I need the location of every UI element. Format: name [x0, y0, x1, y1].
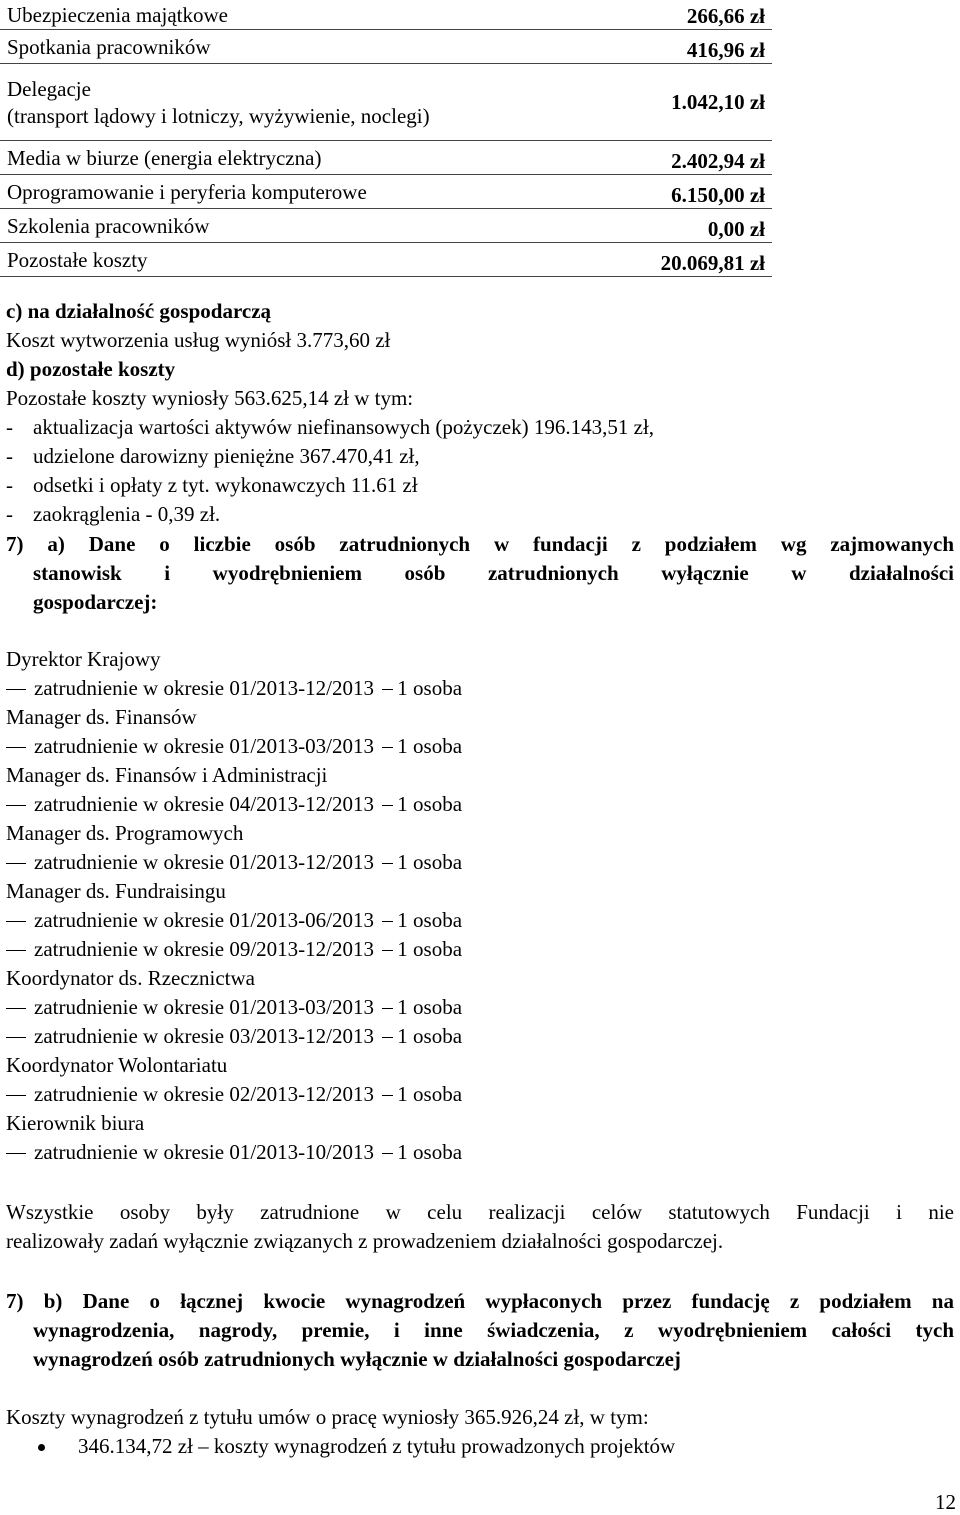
- dash-marker: -: [6, 444, 13, 468]
- employment-period: [6, 1080, 906, 1109]
- list-item: [6, 442, 946, 471]
- period-range: 01/2013-12/2013: [229, 850, 375, 874]
- period-range: 01/2013-03/2013: [229, 995, 375, 1019]
- salary-section: [6, 1403, 954, 1432]
- list-item-text: zaokrąglenia - 0,39 zł.: [33, 502, 221, 526]
- list-item-text: udzielone darowizny pieniężne 367.470,41 zł,: [33, 444, 420, 468]
- table-row: [0, 0, 772, 30]
- period-count: 1 osoba: [397, 1024, 463, 1048]
- period-range: 03/2013-12/2013: [229, 1024, 375, 1048]
- period-count: 1 osoba: [397, 937, 463, 961]
- cost-label-line: (transport lądowy i lotniczy, wyżywienie, noclegi): [7, 104, 430, 128]
- section-7b-line: wynagrodzeń osób zatrudnionych wyłącznie w działalności gospodarczej: [33, 1347, 681, 1371]
- bullet-text: 346.134,72 zł – koszty wynagrodzeń z tytułu prowadzonych projektów: [78, 1434, 676, 1458]
- period-range: 01/2013-03/2013: [229, 734, 375, 758]
- cost-value: 266,66 zł: [568, 0, 772, 30]
- employment-period: [6, 848, 906, 877]
- staff-line: realizowały zadań wyłącznie związanych z prowadzeniem działalności gospodarczej.: [6, 1229, 724, 1253]
- section-7a-line: gospodarczej:: [33, 590, 158, 614]
- period-prefix: zatrudnienie w okresie: [34, 937, 225, 961]
- employment-period: [6, 674, 906, 703]
- period-range: 01/2013-12/2013: [229, 676, 375, 700]
- section-7b-line: wynagrodzenia, nagrody, premie, i inne świadczenia, z wyodrębnieniem całości tych: [33, 1318, 954, 1342]
- list-item-text: aktualizacja wartości aktywów niefinansowych (pożyczek) 196.143,51 zł,: [33, 415, 655, 439]
- period-prefix: zatrudnienie w okresie: [34, 676, 225, 700]
- period-prefix: zatrudnienie w okresie: [34, 850, 225, 874]
- employment-role: Manager ds. Finansów: [6, 705, 197, 729]
- list-item: [6, 413, 946, 442]
- period-count: 1 osoba: [397, 792, 463, 816]
- staff-line: Wszystkie osoby były zatrudnione w celu realizacji celów statutowych Fundacji i nie: [6, 1200, 954, 1224]
- section-c-heading: c) na działalność gospodarczą: [6, 299, 272, 323]
- employment-role: Koordynator ds. Rzecznictwa: [6, 966, 255, 990]
- cost-label: Oprogramowanie i peryferia komputerowe: [0, 175, 568, 209]
- cost-label: Media w biurze (energia elektryczna): [0, 141, 568, 175]
- section-7a-line: 7) a) Dane o liczbie osób zatrudnionych w fundacji z podziałem wg zajmowanych: [6, 532, 954, 556]
- employment-role: Koordynator Wolontariatu: [6, 1053, 228, 1077]
- cost-label: Szkolenia pracowników: [0, 209, 568, 243]
- employment-period: [6, 906, 906, 935]
- employment-role: Manager ds. Programowych: [6, 821, 244, 845]
- employment-list: [6, 645, 906, 1167]
- table-row: [0, 64, 772, 141]
- dash-marker: -: [6, 502, 13, 526]
- period-range: 01/2013-10/2013: [229, 1140, 375, 1164]
- table-row: [0, 30, 772, 64]
- section-c-d: [6, 297, 946, 529]
- cost-value: 1.042,10 zł: [568, 64, 772, 141]
- dash-marker: -: [6, 415, 13, 439]
- section-7b-line: 7) b) Dane o łącznej kwocie wynagrodzeń wypłaconych przez fundację z podziałem na: [6, 1289, 954, 1313]
- employment-role: Manager ds. Fundraisingu: [6, 879, 226, 903]
- cost-value: 2.402,94 zł: [568, 141, 772, 175]
- period-range: 09/2013-12/2013: [229, 937, 375, 961]
- bullet-icon: [38, 1444, 45, 1451]
- period-prefix: zatrudnienie w okresie: [34, 1140, 225, 1164]
- list-item: [40, 1432, 675, 1461]
- period-count: 1 osoba: [397, 676, 463, 700]
- page-number: 12: [935, 1490, 956, 1514]
- list-item: [6, 471, 946, 500]
- section-7a-heading: [6, 530, 954, 617]
- salary-text: Koszty wynagrodzeń z tytułu umów o pracę wyniosły 365.926,24 zł, w tym:: [6, 1405, 649, 1429]
- employment-period: [6, 732, 906, 761]
- period-prefix: zatrudnienie w okresie: [34, 995, 225, 1019]
- employment-period: [6, 993, 906, 1022]
- section-c-text: Koszt wytworzenia usług wyniósł 3.773,60 zł: [6, 328, 391, 352]
- period-count: 1 osoba: [397, 734, 463, 758]
- period-count: 1 osoba: [397, 995, 463, 1019]
- cost-value: 416,96 zł: [568, 30, 772, 64]
- cost-label: Spotkania pracowników: [0, 30, 568, 64]
- period-range: 01/2013-06/2013: [229, 908, 375, 932]
- employment-period: [6, 1138, 906, 1167]
- period-range: 04/2013-12/2013: [229, 792, 375, 816]
- cost-label: Pozostałe koszty: [0, 243, 568, 277]
- section-7a-line: stanowisk i wyodrębnieniem osób zatrudnionych wyłącznie w działalności: [33, 561, 954, 585]
- period-range: 02/2013-12/2013: [229, 1082, 375, 1106]
- period-count: 1 osoba: [397, 908, 463, 932]
- cost-label-line: Delegacje: [7, 77, 91, 101]
- dash-marker: -: [6, 473, 13, 497]
- cost-value: 20.069,81 zł: [568, 243, 772, 277]
- section-d-heading: d) pozostałe koszty: [6, 357, 176, 381]
- section-7b-heading: [6, 1287, 954, 1374]
- section-d-text: Pozostałe koszty wyniosły 563.625,14 zł w tym:: [6, 386, 414, 410]
- cost-label: [0, 64, 568, 141]
- list-item: [6, 500, 946, 529]
- list-item-text: odsetki i opłaty z tyt. wykonawczych 11.61 zł: [33, 473, 418, 497]
- employment-role: Manager ds. Finansów i Administracji: [6, 763, 328, 787]
- table-row: [0, 175, 772, 209]
- period-prefix: zatrudnienie w okresie: [34, 908, 225, 932]
- period-count: 1 osoba: [397, 850, 463, 874]
- period-prefix: zatrudnienie w okresie: [34, 734, 225, 758]
- cost-value: 6.150,00 zł: [568, 175, 772, 209]
- cost-value: 0,00 zł: [568, 209, 772, 243]
- cost-table: [0, 0, 772, 277]
- employment-period: [6, 1022, 906, 1051]
- period-count: 1 osoba: [397, 1140, 463, 1164]
- table-row: [0, 243, 772, 277]
- employment-role: Kierownik biura: [6, 1111, 145, 1135]
- employment-period: [6, 935, 906, 964]
- table-row: [0, 141, 772, 175]
- employment-period: [6, 790, 906, 819]
- period-prefix: zatrudnienie w okresie: [34, 1024, 225, 1048]
- cost-label: Ubezpieczenia majątkowe: [0, 0, 568, 30]
- table-row: [0, 209, 772, 243]
- period-count: 1 osoba: [397, 1082, 463, 1106]
- staff-paragraph: [6, 1198, 954, 1256]
- employment-role: Dyrektor Krajowy: [6, 647, 161, 671]
- period-prefix: zatrudnienie w okresie: [34, 1082, 225, 1106]
- period-prefix: zatrudnienie w okresie: [34, 792, 225, 816]
